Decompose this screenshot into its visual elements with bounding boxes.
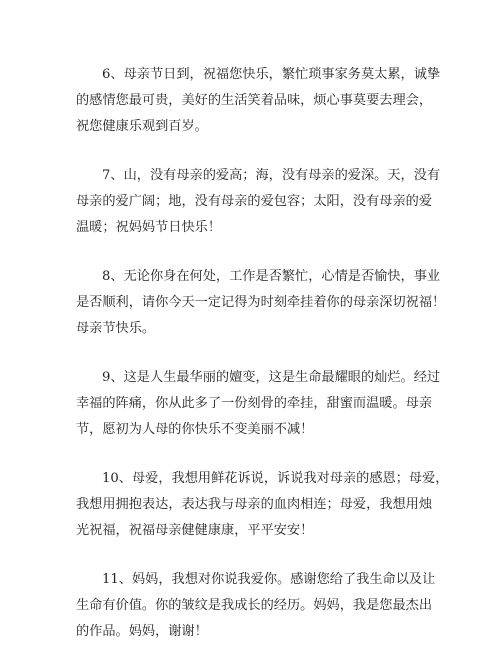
text-line: 温暖；祝妈妈节日快乐！	[76, 220, 222, 235]
paragraph-8	[76, 264, 446, 342]
text-line: 9、这是人生最华丽的嬗变，这是生命最耀眼的灿烂。经过	[102, 370, 441, 385]
text-line: 生命有价值。你的皱纹是我成长的经历。妈妈，我是您最杰出	[76, 598, 433, 613]
text-line: 我想用拥抱表达，表达我与母亲的血肉相连；母爱，我想用烛	[76, 497, 433, 512]
paragraph-6	[76, 62, 441, 140]
text-line: 是否顺利，请你今天一定记得为时刻牵挂着你的母亲深切祝福！	[76, 295, 446, 310]
text-line: 幸福的阵痛，你从此多了一份刻骨的牵挂，甜蜜而温暖。母亲	[76, 396, 433, 411]
paragraph-9	[76, 365, 441, 443]
paragraph-11	[76, 567, 436, 645]
text-line: 母亲的爱广阔；地，没有母亲的爱包容；太阳，没有母亲的爱	[76, 194, 433, 209]
text-line: 光祝福，祝福母亲健健康康，平平安安！	[76, 523, 314, 538]
text-line: 7、山，没有母亲的爱高；海，没有母亲的爱深。天，没有	[102, 168, 441, 183]
text-line: 6、母亲节日到，祝福您快乐，繁忙琐事家务莫太累，诚挚	[102, 67, 441, 82]
text-line: 8、无论你身在何处，工作是否繁忙，心情是否愉快，事业	[102, 269, 441, 284]
text-line: 10、母爱，我想用鲜花诉说，诉说我对母亲的感恩；母爱，	[102, 471, 449, 486]
paragraph-10	[76, 466, 449, 544]
paragraph-7	[76, 163, 441, 241]
text-line: 母亲节快乐。	[76, 321, 156, 336]
text-line: 祝您健康乐观到百岁。	[76, 119, 208, 134]
text-line: 的作品。妈妈，谢谢！	[76, 624, 208, 639]
text-line: 的感情您最可贵，美好的生活笑着品味，烦心事莫要去理会，	[76, 93, 433, 108]
text-line: 11、妈妈，我想对你说我爱你。感谢您给了我生命以及让	[102, 572, 436, 587]
text-line: 节，愿初为人母的你快乐不变美丽不减！	[76, 422, 314, 437]
document-body	[76, 62, 449, 668]
